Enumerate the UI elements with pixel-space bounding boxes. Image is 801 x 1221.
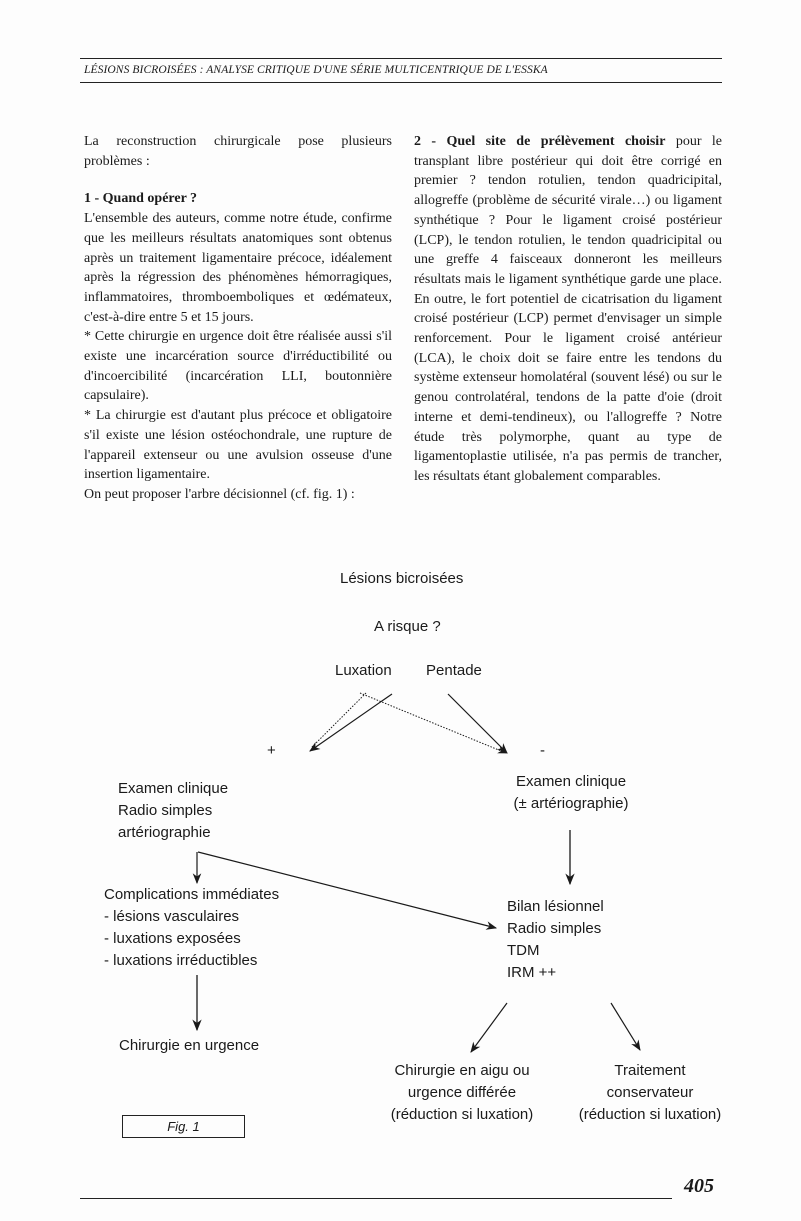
node-line: Traitement xyxy=(614,1062,686,1079)
node-chirurgie-aigu xyxy=(372,1060,552,1126)
arrow-bilan-to-chirurgie-aigu xyxy=(471,1003,507,1052)
arrow-pentade-to-plus xyxy=(310,694,392,751)
paragraph: * La chirurgie est d'autant plus précoce et obligatoire s'il existe une lésion ostéochondrale, une rupture de l'appareil extenseur ou une avulsion osseuse d'une insertion ligamentaire. xyxy=(84,408,392,483)
node-line: IRM ++ xyxy=(507,964,557,981)
node-line: Radio simples xyxy=(118,802,213,819)
node-line: (± artériographie) xyxy=(513,795,629,812)
node-bilan xyxy=(507,896,604,984)
node-right-exam xyxy=(496,771,646,815)
figure-caption: Fig. 1 xyxy=(122,1115,245,1138)
node-line: Complications immédiates xyxy=(104,886,280,903)
arrow-bilan-to-traitement xyxy=(611,1003,640,1050)
node-line: - luxations exposées xyxy=(104,930,241,947)
page-number: 405 xyxy=(684,1175,714,1197)
node-line: Examen clinique xyxy=(515,773,627,790)
node-pentade: Pentade xyxy=(426,662,482,679)
node-line: (réduction si luxation) xyxy=(578,1106,722,1123)
arrow-luxation-to-minus xyxy=(360,693,506,753)
paragraph: On peut proposer l'arbre décisionnel (cf. fig. 1) : xyxy=(84,486,355,502)
paragraph: L'ensemble des auteurs, comme notre étude, confirme que les meilleurs résultats anatomiques sont obtenus après un traitement ligamentaire précoce, idéalement après la régression des phénomènes hémorragiques, inflammatoires, thromboemboliques et œdémateux, c'est-à-dire entre 5 et 15 jours. xyxy=(84,211,392,325)
node-line: (réduction si luxation) xyxy=(390,1106,534,1123)
node-left-exam xyxy=(118,778,228,844)
node-luxation: Luxation xyxy=(335,662,392,679)
node-chirurgie-urgence: Chirurgie en urgence xyxy=(119,1037,260,1054)
footer-rule xyxy=(80,1198,672,1199)
node-line: artériographie xyxy=(118,824,211,841)
node-line: - luxations irréductibles xyxy=(104,952,258,969)
node-line: conservateur xyxy=(606,1084,694,1101)
paragraph: * Cette chirurgie en urgence doit être réalisée aussi s'il existe une incarcération source d'irréductibilité ou d'incoercibilité (incarcération LLI, boutonnière capsulaire). xyxy=(84,329,392,404)
node-line: - lésions vasculaires xyxy=(104,908,240,925)
node-question: A risque ? xyxy=(374,618,441,635)
arrow-luxation-to-plus xyxy=(311,693,366,748)
arrow-pentade-to-minus xyxy=(448,694,507,753)
node-line: TDM xyxy=(507,942,540,959)
running-head: LÉSIONS BICROISÉES : ANALYSE CRITIQUE D'UNE SÉRIE MULTICENTRIQUE DE L'ESSKA xyxy=(84,64,548,76)
node-line: Examen clinique xyxy=(118,780,229,797)
intro-paragraph: La reconstruction chirurgicale pose plusieurs problèmes : xyxy=(84,134,392,169)
node-line: Bilan lésionnel xyxy=(507,898,604,915)
node-complications xyxy=(104,884,279,972)
node-line: Chirurgie en aigu ou xyxy=(394,1062,530,1079)
section-2-heading: 2 - Quel site de prélèvement choisir xyxy=(414,134,666,149)
sign-minus: - xyxy=(540,742,545,759)
node-root: Lésions bicroisées xyxy=(340,570,464,587)
node-traitement xyxy=(568,1060,732,1126)
section-1-heading: 1 - Quand opérer ? xyxy=(84,191,198,207)
sign-plus: + xyxy=(267,742,276,759)
paragraph-text: pour le transplant libre postérieur qui doit être corrigé en premier ? tendon rotulien, tendon quadricipital, allogreffe (problème de sécurité virale…) ou ligament synthétique ? Pour le ligament croisé postérieur (LCP), le tendon rotulien, le tendon quadricipital ou une greffe 4 faisceaux donneront les meilleurs résultats mais le ligament synthétique garde une place. En outre, le fort potentiel de cicatrisation du ligament croisé postérieur (LCP) permet d'envisager un simple renforcement. Pour le ligament croisé antérieur (LCA), le choix doit se faire entre les tendons du système extenseur homolatéral (souvent lésé) ou sur le genou controlatéral, tendons de la patte d'oie (droit interne et demi-tendineux), ou l'allogreffe ? Notre étude très polymorphe, quant au type de ligamentoplastie utilisée, n'a pas permis de trancher, les résultats étant globalement comparables. xyxy=(414,134,723,484)
node-line: Radio simples xyxy=(507,920,602,937)
node-line: urgence différée xyxy=(407,1084,517,1101)
